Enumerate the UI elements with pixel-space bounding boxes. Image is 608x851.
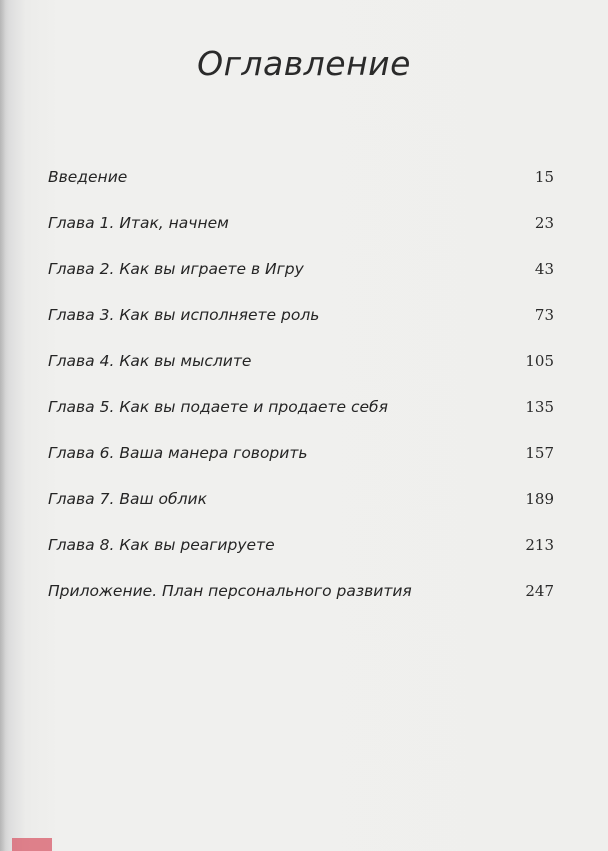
toc-entry-chapter-8 (48, 526, 554, 572)
toc-entry-page: 135 (525, 398, 554, 416)
toc-entry-appendix (48, 572, 554, 618)
toc-entry-label: Глава 4. Как вы мыслите (48, 352, 252, 370)
toc-entry-page: 15 (534, 168, 554, 186)
toc-entry-chapter-6 (48, 434, 554, 480)
toc-entry-page: 73 (534, 306, 554, 324)
toc-entry-page: 23 (534, 214, 554, 232)
toc-entry-page: 213 (525, 536, 554, 554)
page-binding-shadow (0, 0, 6, 851)
toc-entry-chapter-7 (48, 480, 554, 526)
toc-entry-chapter-2 (48, 250, 554, 296)
toc-entry-label: Глава 6. Ваша манера говорить (48, 444, 308, 462)
toc-entry-page: 157 (525, 444, 554, 462)
toc-entry-label: Глава 8. Как вы реагируете (48, 536, 275, 554)
toc-entry-page: 247 (525, 582, 554, 600)
toc-entry-chapter-1 (48, 204, 554, 250)
table-of-contents (48, 158, 554, 618)
toc-entry-chapter-3 (48, 296, 554, 342)
toc-entry-page: 43 (534, 260, 554, 278)
page-title: Оглавление (197, 44, 411, 83)
toc-entry-label: Глава 7. Ваш облик (48, 490, 207, 508)
toc-entry-label: Глава 2. Как вы играете в Игру (48, 260, 304, 278)
red-bookmark-edge (12, 838, 52, 851)
toc-entry-label: Глава 5. Как вы подаете и продаете себя (48, 398, 388, 416)
toc-entry-label: Приложение. План персонального развития (48, 582, 412, 600)
toc-entry-label: Глава 1. Итак, начнем (48, 214, 229, 232)
toc-entry-page: 189 (525, 490, 554, 508)
toc-entry-label: Введение (48, 168, 128, 186)
toc-entry-chapter-4 (48, 342, 554, 388)
toc-entry-page: 105 (525, 352, 554, 370)
toc-entry-chapter-5 (48, 388, 554, 434)
toc-entry-label: Глава 3. Как вы исполняете роль (48, 306, 320, 324)
toc-entry-introduction (48, 158, 554, 204)
